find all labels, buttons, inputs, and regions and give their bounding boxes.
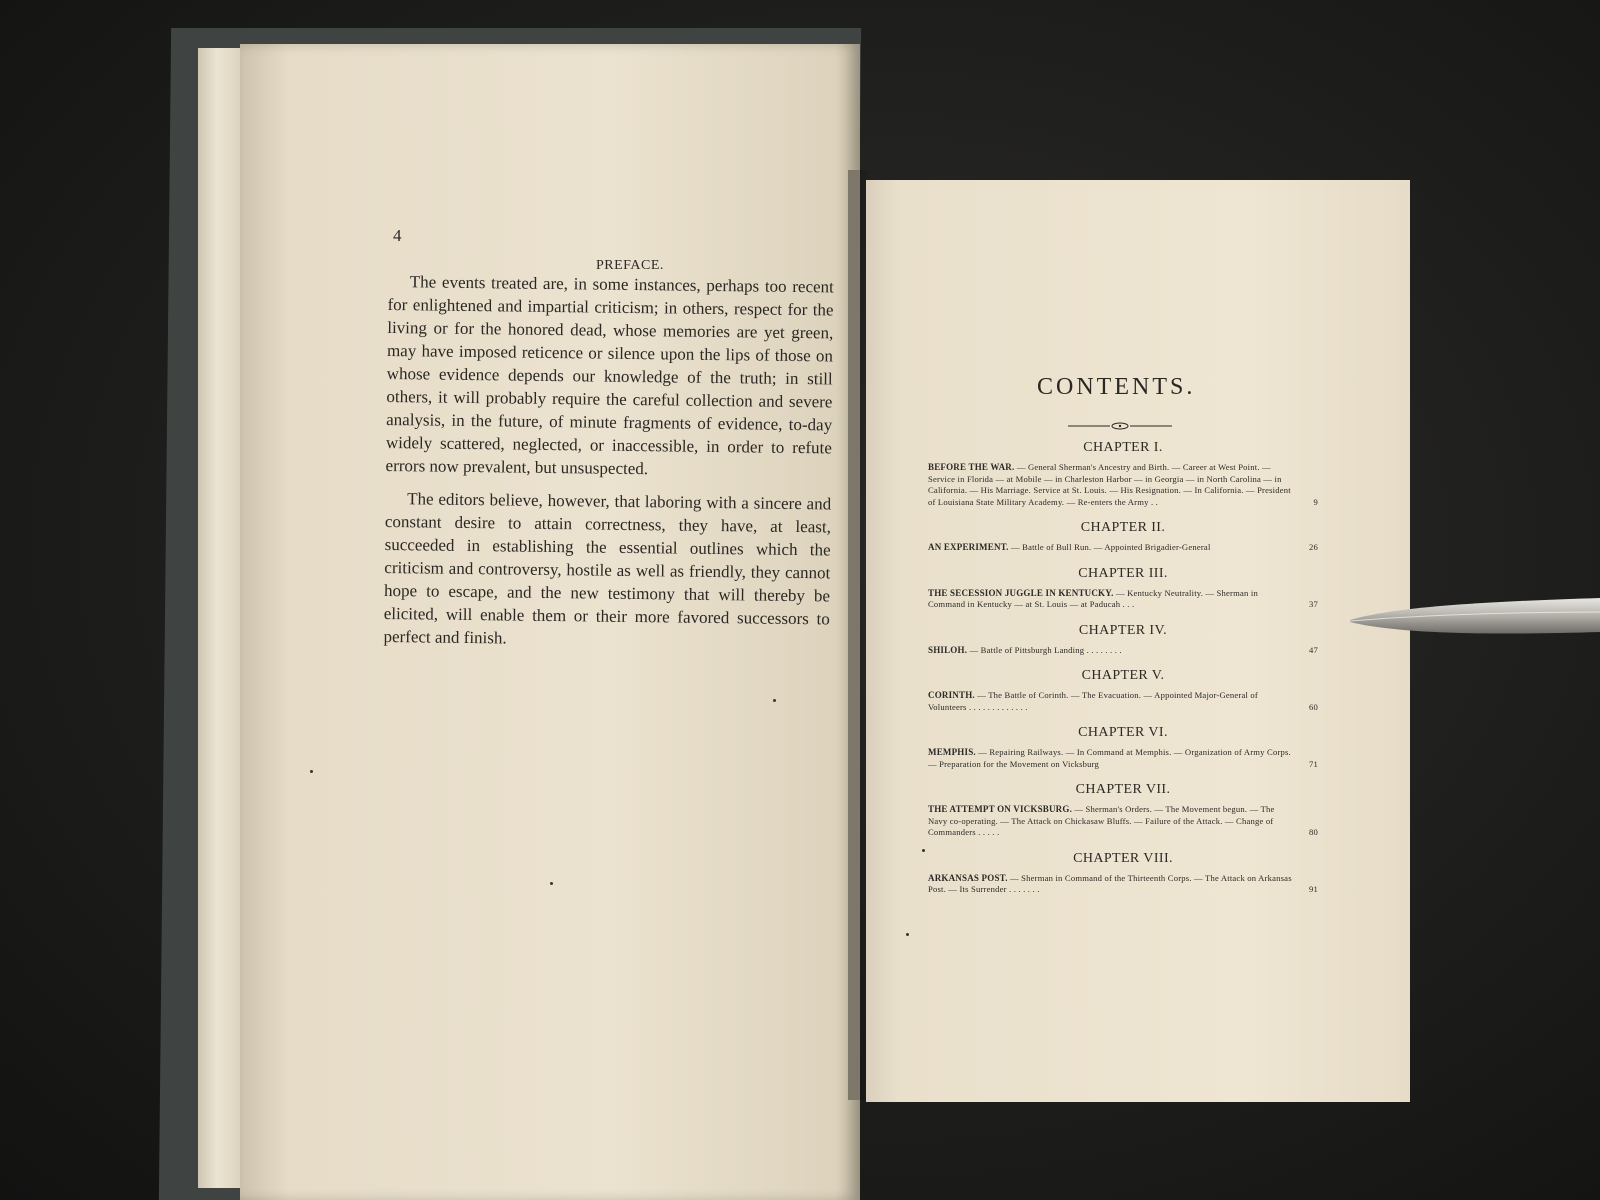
entry-title: CORINTH. xyxy=(928,690,975,700)
chapter-label: CHAPTER VII. xyxy=(1075,782,1171,797)
toc-chapter xyxy=(928,782,1318,839)
contents-heading: CONTENTS. xyxy=(1037,374,1196,400)
letter-opener-icon xyxy=(1350,598,1600,648)
entry-text: — Battle of Bull Run. — Appointed Brigadier-General xyxy=(1011,542,1211,552)
toc-chapter xyxy=(928,851,1318,896)
paper-speck xyxy=(922,849,925,852)
preface-heading: PREFACE. xyxy=(596,258,664,273)
toc-chapter xyxy=(928,668,1318,713)
toc-entry xyxy=(928,747,1318,770)
entry-title: THE SECESSION JUGGLE IN KENTUCKY. xyxy=(928,587,1114,598)
entry-title: AN EXPERIMENT. xyxy=(928,542,1009,552)
chapter-label: CHAPTER VIII. xyxy=(1073,850,1173,866)
entry-page-number: 47 xyxy=(1309,644,1318,655)
paper-speck xyxy=(550,882,553,885)
entry-text: — General Sherman's Ancestry and Birth. — Career at West Point. — Service in Florida — at Mobile — in Charleston Harbor — in Georgia — in North Carolina — in California. — His Marriage. Service at St. Louis. — His Resignation. — In California. — President of Louisiana State Military Academy. — Re-enters the Army . . xyxy=(928,462,1291,507)
toc-chapter xyxy=(928,440,1318,508)
entry-title: ARKANSAS POST. xyxy=(928,872,1008,883)
chapter-label: CHAPTER III. xyxy=(1078,565,1168,581)
entry-title: BEFORE THE WAR. xyxy=(928,462,1015,472)
toc-entry xyxy=(928,542,1318,554)
toc-chapter xyxy=(928,725,1318,770)
toc-entry xyxy=(928,645,1318,657)
preface-paragraph: The events treated are, in some instances, perhaps too recent for enlightened and impartial criticism; in others, respect for the living or for the honored dead, whose memories are yet green, may have imposed reticence or silence upon the lips of those on whose evidence depends our knowledge of the truth; in still others, it will probably require the careful collection and severe analysis, in the future, of minute fragments of evidence, to-day widely scattered, neglected, or inaccessible, in order to refute errors now prevalent, but unsuspected. xyxy=(385,272,834,479)
toc-chapter xyxy=(928,623,1318,657)
chapter-label: CHAPTER I. xyxy=(1083,440,1163,455)
entry-text: — Sherman's Orders. — The Movement begun. — The Navy co-operating. — The Attack on Chickasaw Bluffs. — Failure of the Attack. — Change of Commanders . . . . . xyxy=(928,804,1275,837)
chapter-label: CHAPTER II. xyxy=(1080,520,1166,535)
entry-text: — Kentucky Neutrality. — Sherman in Command in Kentucky — at St. Louis — at Paducah . . . xyxy=(928,587,1258,609)
entry-text: — Sherman in Command of the Thirteenth Corps. — The Attack on Arkansas Post. — Its Surrender . . . . . . . xyxy=(928,872,1292,894)
entry-page-number: 71 xyxy=(1309,758,1318,769)
table-of-contents xyxy=(928,440,1318,908)
preface-body xyxy=(383,270,834,663)
toc-entry xyxy=(928,690,1318,713)
entry-text: — The Battle of Corinth. — The Evacuation. — Appointed Major-General of Volunteers . . . . . . . . . . . . . xyxy=(928,690,1258,712)
toc-chapter xyxy=(928,566,1318,611)
page-stack-edge xyxy=(198,48,246,1188)
rule-ornament-icon xyxy=(1068,418,1172,428)
toc-entry xyxy=(928,804,1318,839)
entry-page-number: 80 xyxy=(1309,827,1318,837)
toc-entry xyxy=(928,462,1318,508)
chapter-label: CHAPTER V. xyxy=(1081,668,1165,683)
entry-page-number: 37 xyxy=(1309,599,1318,609)
toc-entry xyxy=(928,873,1318,896)
chapter-label: CHAPTER VI. xyxy=(1078,725,1168,740)
toc-chapter xyxy=(928,520,1318,554)
entry-page-number: 91 xyxy=(1309,884,1318,894)
page-number: 4 xyxy=(393,226,402,245)
entry-text: — Battle of Pittsburgh Landing . . . . . . . . xyxy=(969,644,1122,655)
toc-entry xyxy=(928,588,1318,611)
chapter-label: CHAPTER IV. xyxy=(1078,622,1168,638)
paper-speck xyxy=(773,699,776,702)
entry-page-number: 9 xyxy=(1313,496,1318,507)
paper-speck xyxy=(310,770,313,773)
entry-title: SHILOH. xyxy=(928,644,968,655)
entry-title: THE ATTEMPT ON VICKSBURG. xyxy=(928,804,1073,814)
entry-text: — Repairing Railways. — In Command at Memphis. — Organization of Army Corps. — Preparation for the Movement on Vicksburg xyxy=(928,747,1291,769)
entry-page-number: 60 xyxy=(1309,701,1318,712)
entry-title: MEMPHIS. xyxy=(928,747,976,757)
entry-page-number: 26 xyxy=(1309,542,1318,552)
preface-paragraph: The editors believe, however, that laboring with a sincere and constant desire to attain correctness, they have, at least, succeeded in establishing the essential outlines which the criticism and controversy, hostile as well as friendly, they cannot hope to escape, and the new testimony that will thereby be elicited, will enable them or their more favored successors to perfect and finish. xyxy=(383,489,832,648)
paper-speck xyxy=(906,933,909,936)
